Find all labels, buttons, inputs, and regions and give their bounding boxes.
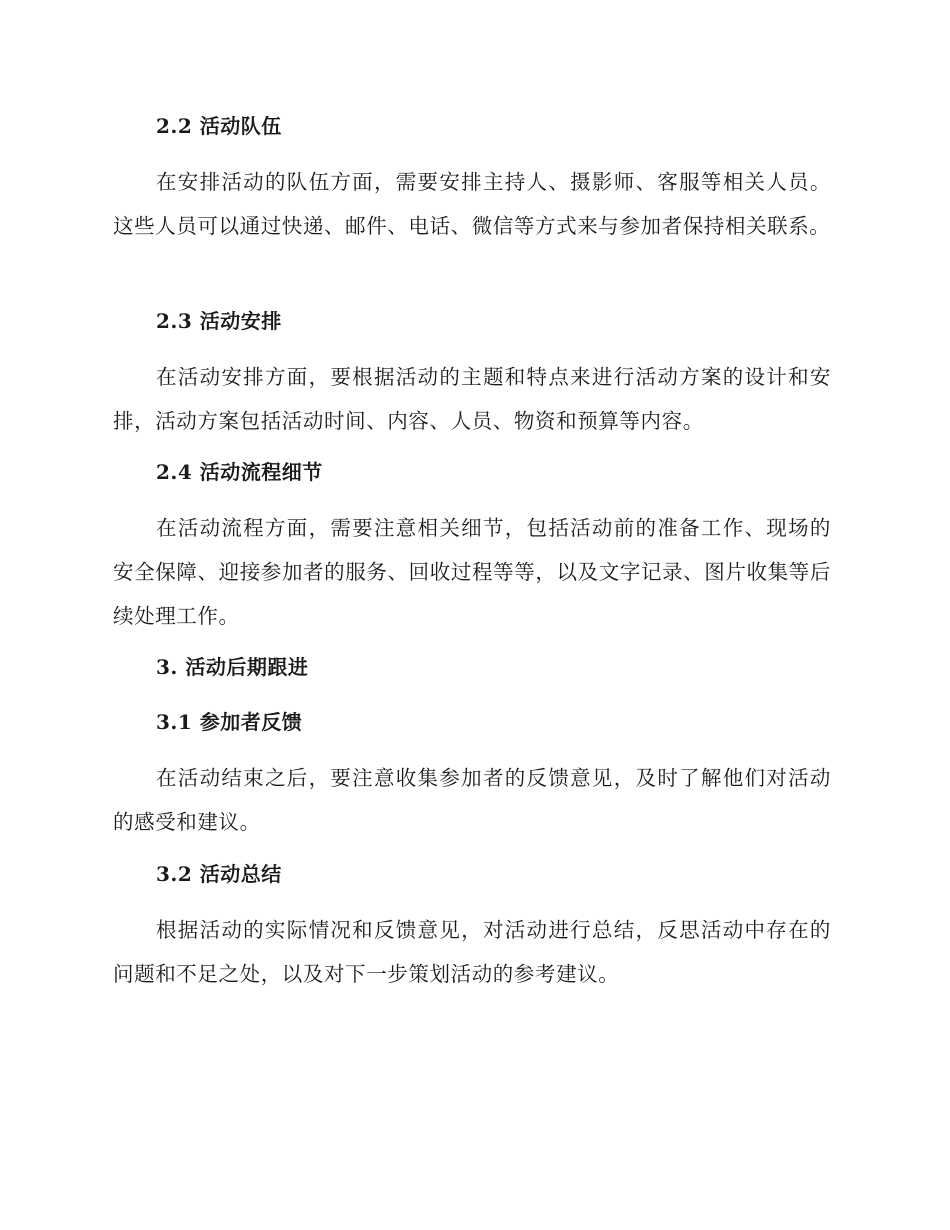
section-paragraph: 在活动结束之后，要注意收集参加者的反馈意见，及时了解他们对活动的感受和建议。 — [113, 766, 831, 834]
section-heading: 3.1 参加者反馈 — [156, 710, 303, 734]
section-paragraph: 在活动安排方面，要根据活动的主题和特点来进行活动方案的设计和安排，活动方案包括活动时间、内容、人员、物资和预算等内容。 — [113, 365, 831, 433]
section-heading: 3. 活动后期跟进 — [156, 655, 309, 679]
section-paragraph: 在安排活动的队伍方面，需要安排主持人、摄影师、客服等相关人员。这些人员可以通过快递、邮件、电话、微信等方式来与参加者保持相关联系。 — [113, 170, 831, 238]
section-heading: 3.2 活动总结 — [156, 862, 282, 886]
section-heading: 2.3 活动安排 — [156, 309, 282, 333]
section-heading: 2.4 活动流程细节 — [156, 460, 323, 484]
section-heading: 2.2 活动队伍 — [156, 114, 282, 138]
section-paragraph: 根据活动的实际情况和反馈意见，对活动进行总结，反思活动中存在的问题和不足之处，以及对下一步策划活动的参考建议。 — [113, 918, 831, 986]
section-paragraph: 在活动流程方面，需要注意相关细节，包括活动前的准备工作、现场的安全保障、迎接参加者的服务、回收过程等等，以及文字记录、图片收集等后续处理工作。 — [113, 516, 831, 628]
